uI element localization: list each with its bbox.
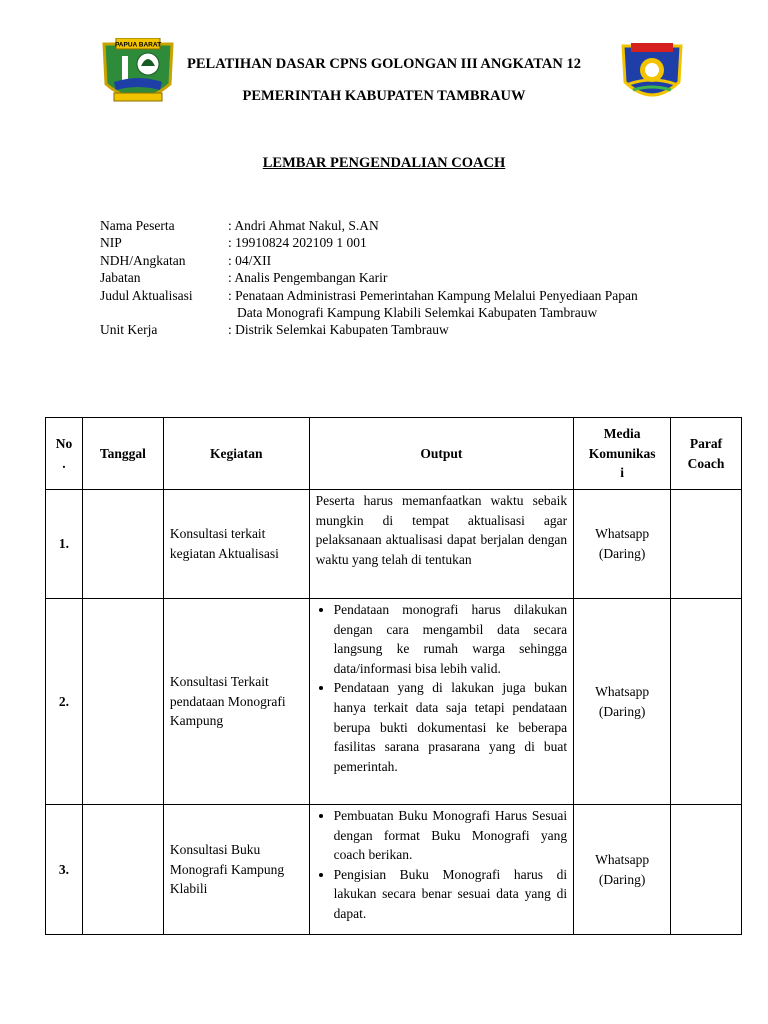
unit-value: : Distrik Selemkai Kabupaten Tambrauw bbox=[228, 322, 449, 338]
row-media: Whatsapp (Daring) bbox=[574, 599, 671, 805]
row-number: 3. bbox=[46, 805, 83, 935]
header-output: Output bbox=[309, 418, 574, 490]
header-media: Media Komunikas i bbox=[574, 418, 671, 490]
jabatan-label: Jabatan bbox=[100, 270, 141, 286]
header-line-1: PELATIHAN DASAR CPNS GOLONGAN III ANGKATAN 12 bbox=[187, 56, 581, 72]
row-tanggal bbox=[82, 599, 163, 805]
list-item: • Pembuatan Buku Monografi Harus Sesuai dengan format Buku Monografi yang coach berikan. bbox=[334, 806, 568, 865]
header-paraf: Paraf Coach bbox=[671, 418, 742, 490]
table-header-row bbox=[46, 418, 742, 490]
participant-info bbox=[100, 217, 668, 339]
table-row bbox=[46, 805, 742, 935]
row-output bbox=[309, 599, 574, 805]
document-title: LEMBAR PENGENDALIAN COACH bbox=[262, 155, 506, 171]
row-tanggal bbox=[82, 805, 163, 935]
header-tanggal: Tanggal bbox=[82, 418, 163, 490]
svg-text:PAPUA BARAT: PAPUA BARAT bbox=[114, 41, 162, 49]
nama-value: : Andri Ahmat Nakul, S.AN bbox=[228, 218, 379, 233]
list-item: • Pendataan monografi harus dilakukan dengan cara mengambil data secara langsung ke rumah warga sehingga data/informasi bisa lebih valid. bbox=[334, 600, 568, 678]
row-media: Whatsapp (Daring) bbox=[574, 490, 671, 599]
row-paraf bbox=[671, 805, 742, 935]
row-tanggal bbox=[82, 490, 163, 599]
header-no: No . bbox=[46, 418, 83, 490]
list-item: • Pengisian Buku Monografi harus di lakukan secara benar sesuai data yang di dapat. bbox=[334, 865, 568, 924]
row-output bbox=[309, 805, 574, 935]
unit-label: Unit Kerja bbox=[100, 322, 158, 338]
header-line-2: PEMERINTAH KABUPATEN TAMBRAUW bbox=[242, 88, 526, 104]
judul-label: Judul Aktualisasi bbox=[100, 287, 193, 303]
header-kegiatan: Kegiatan bbox=[163, 418, 309, 490]
nip-value: : 19910824 202109 1 001 bbox=[228, 235, 367, 251]
row-media: Whatsapp (Daring) bbox=[574, 805, 671, 935]
row-output: Peserta harus memanfaatkan waktu sebaik mungkin di tempat aktualisasi agar pelaksanaan aktualisasi dapat berjalan dengan waktu yang telah di tentukan bbox=[309, 490, 574, 599]
coach-control-table bbox=[45, 417, 742, 935]
output-bullet-list bbox=[316, 600, 568, 776]
ndh-value: : 04/XII bbox=[228, 252, 272, 268]
judul-value-1: : Penataan Administrasi Pemerintahan Kampung Melalui Penyediaan Papan bbox=[228, 287, 638, 303]
row-number: 2. bbox=[46, 599, 83, 805]
judul-value-2: Data Monografi Kampung Klabili Selemkai Kabupaten Tambrauw bbox=[237, 305, 598, 321]
jabatan-value: : Analis Pengembangan Karir bbox=[228, 270, 388, 286]
table-row bbox=[46, 490, 742, 599]
row-kegiatan: Konsultasi Buku Monografi Kampung Klabili bbox=[163, 805, 309, 935]
nip-label: NIP bbox=[100, 235, 122, 251]
row-kegiatan: Konsultasi terkait kegiatan Aktualisasi bbox=[163, 490, 309, 599]
list-item: • Pendataan yang di lakukan juga bukan hanya terkait data saja tetapi pendataan berupa bukti dokumentasi ke beberapa fasilitas sarana prasarana yang di buat pemerintah. bbox=[334, 678, 568, 776]
ndh-label: NDH/Angkatan bbox=[100, 252, 186, 268]
output-bullet-list bbox=[316, 806, 568, 924]
row-paraf bbox=[671, 490, 742, 599]
row-number: 1. bbox=[46, 490, 83, 599]
row-kegiatan: Konsultasi Terkait pendataan Monografi Kampung bbox=[163, 599, 309, 805]
table-row bbox=[46, 599, 742, 805]
nama-label: Nama Peserta bbox=[100, 218, 175, 233]
row-paraf bbox=[671, 599, 742, 805]
